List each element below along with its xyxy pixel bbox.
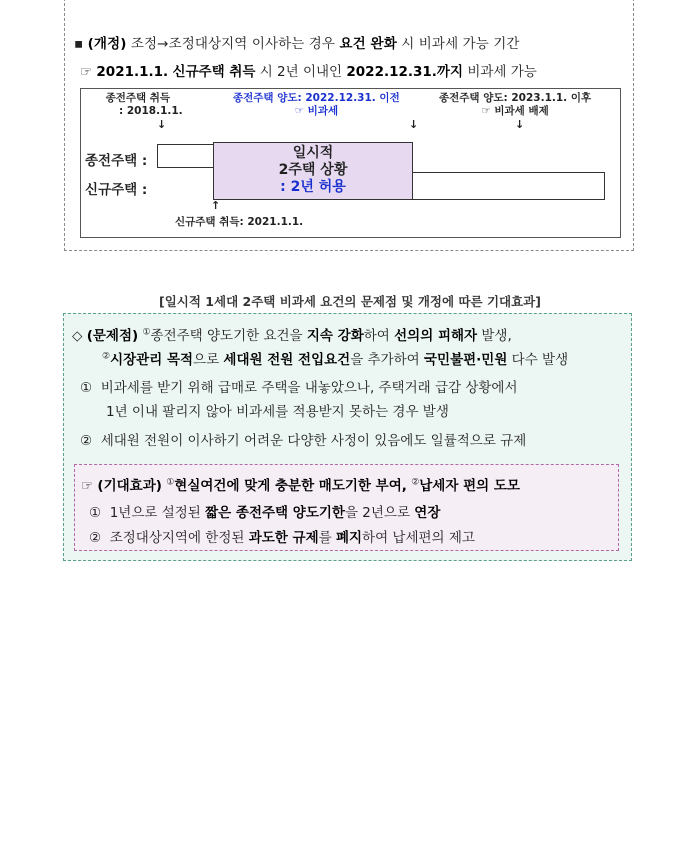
section-heading: [일시적 1세대 2주택 비과세 요건의 문제점 및 개정에 따른 기대효과] <box>159 294 541 309</box>
old-acquire-label: 종전주택 취득 : 2018.1.1. <box>105 92 183 117</box>
reform-detail-text: 시 2년 이내인 <box>259 64 343 80</box>
reform-label: (개정) <box>87 36 127 52</box>
diamond-icon: ◇ <box>72 328 83 344</box>
reform-detail-text-2: 비과세 가능 <box>467 64 537 80</box>
reform-acquire: 신규주택 취득 <box>172 64 256 80</box>
effect-item-2: ② 조정대상지역에 한정된 과도한 규제를 폐지하여 납세편의 제고 <box>89 530 475 546</box>
pointing-hand-icon: ☞ <box>80 64 93 80</box>
reform-text: 조정→조정대상지역 이사하는 경우 <box>130 36 336 52</box>
reform-bold: 요건 완화 <box>339 36 397 52</box>
bullet: ▪ <box>74 36 84 52</box>
new-house-row-label: 신규주택 : <box>85 182 148 198</box>
problem-box <box>63 313 632 561</box>
temporary-two-house-box: 일시적 2주택 상황 : 2년 허용 <box>213 142 413 200</box>
problem-item-2: ② 세대원 전원이 이사하기 어려운 다양한 사정이 있음에도 일률적으로 규제 <box>80 433 527 449</box>
old-sale-after-label: 종전주택 양도: 2023.1.1. 이후 ☞ 비과세 배제 <box>439 92 592 117</box>
reform-line <box>74 32 520 52</box>
down-arrow-icon: ↓ <box>157 118 167 131</box>
reform-date: 2021.1.1. <box>96 64 169 80</box>
old-house-bar <box>157 144 217 168</box>
effect-box <box>74 464 619 551</box>
problem-line-2: ②시장관리 목적으로 세대원 전원 전입요건을 추가하여 국민불편·민원 다수 발생 <box>102 351 569 368</box>
pointing-hand-icon: ☞ <box>81 478 94 494</box>
reform-deadline: 2022.12.31.까지 <box>346 64 464 80</box>
problem-item-1: ① 비과세를 받기 위해 급매로 주택을 내놓았으나, 주택거래 급감 상황에서 <box>80 380 518 396</box>
new-house-bar <box>411 172 605 200</box>
timeline-diagram <box>80 88 621 238</box>
old-sale-before-label: 종전주택 양도: 2022.12.31. 이전 ☞ 비과세 <box>233 92 400 117</box>
new-acquire-label: 신규주택 취득: 2021.1.1. <box>175 216 304 228</box>
old-house-row-label: 종전주택 : <box>85 153 148 169</box>
reform-detail-line <box>80 60 537 80</box>
effect-line: ☞ (기대효과) ①현실여건에 맞게 충분한 매도기한 부여, ②납세자 편의 도모 <box>81 477 520 494</box>
problem-line-1: ◇ (문제점) ①종전주택 양도기한 요건을 지속 강화하여 선의의 피해자 발생, <box>72 327 512 344</box>
down-arrow-icon: ↓ <box>515 118 525 131</box>
reform-text-2: 시 비과세 가능 기간 <box>401 36 520 52</box>
effect-item-1: ① 1년으로 설정된 짧은 종전주택 양도기한을 2년으로 연장 <box>89 505 441 521</box>
down-arrow-icon: ↓ <box>409 118 419 131</box>
up-arrow-icon: ↑ <box>211 199 221 212</box>
problem-item-1-cont: 1년 이내 팔리지 않아 비과세를 적용받지 못하는 경우 발생 <box>106 404 449 420</box>
